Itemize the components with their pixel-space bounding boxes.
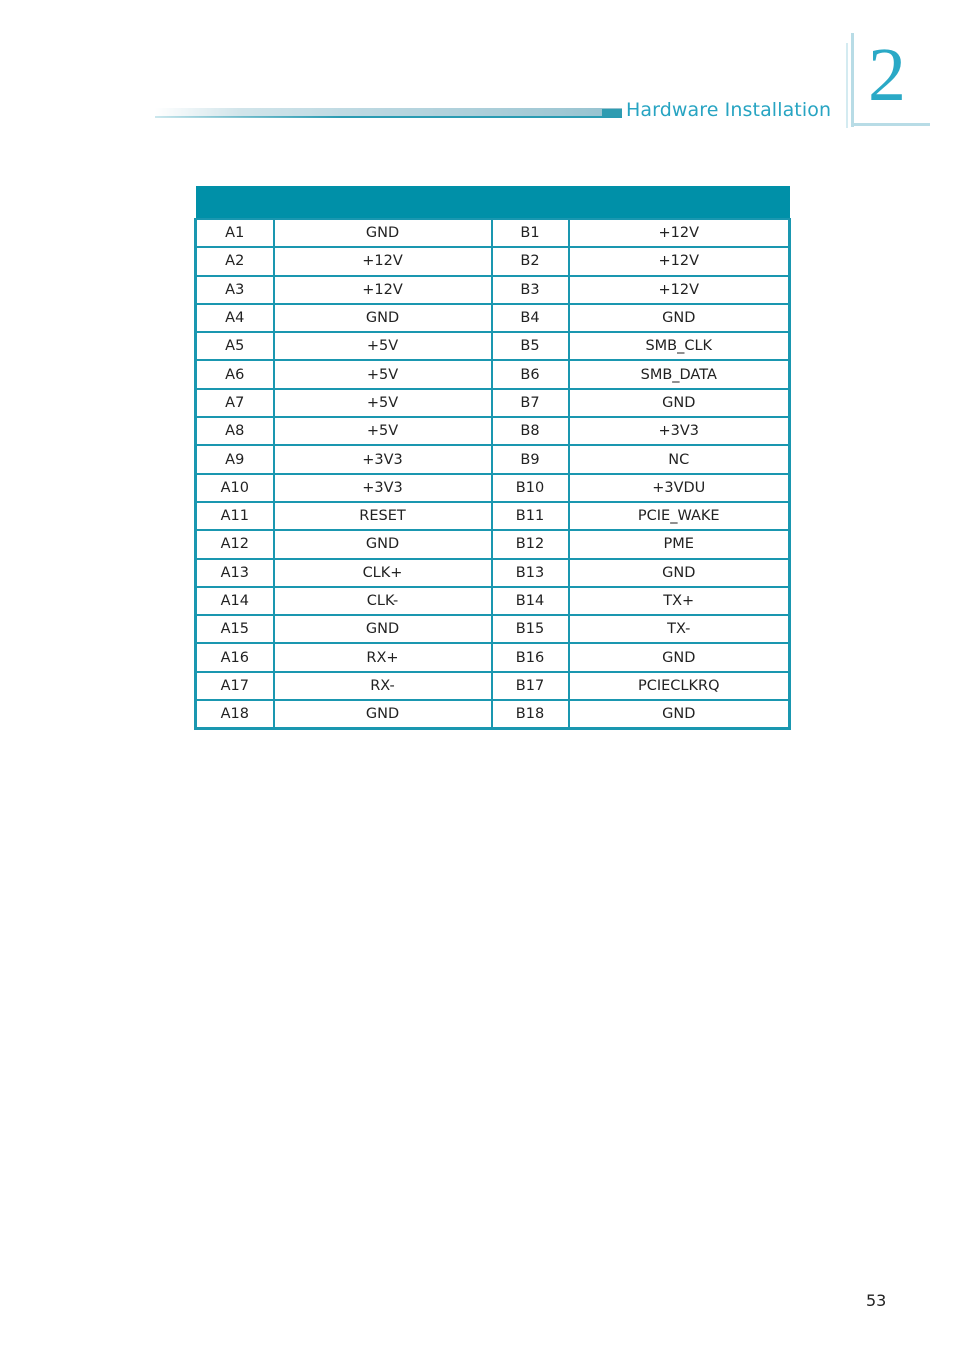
table-row [196,700,790,729]
table-header-cell [196,186,274,219]
signal-b-cell: TX- [569,615,790,643]
table-header-row [196,186,790,219]
page-number: 53 [866,1291,887,1310]
pin-a-cell: A4 [196,304,274,332]
signal-a-cell: +5V [274,417,492,445]
signal-b-cell: GND [569,559,790,587]
table-row [196,672,790,700]
pin-a-cell: A1 [196,219,274,247]
signal-b-cell: +12V [569,219,790,247]
pin-b-cell: B10 [492,474,569,502]
pin-b-cell: B11 [492,502,569,530]
signal-b-cell: +12V [569,276,790,304]
signal-a-cell: GND [274,615,492,643]
signal-b-cell: PME [569,530,790,558]
signal-a-cell: GND [274,700,492,729]
pin-b-cell: B12 [492,530,569,558]
pin-a-cell: A16 [196,643,274,671]
pin-b-cell: B18 [492,700,569,729]
pin-b-cell: B7 [492,389,569,417]
table-row [196,417,790,445]
pin-a-cell: A13 [196,559,274,587]
section-title: Hardware Installation [626,99,832,121]
table-row [196,559,790,587]
pin-a-cell: A3 [196,276,274,304]
signal-b-cell: PCIE_WAKE [569,502,790,530]
pin-b-cell: B13 [492,559,569,587]
pin-b-cell: B1 [492,219,569,247]
pin-b-cell: B8 [492,417,569,445]
signal-b-cell: PCIECLKRQ [569,672,790,700]
pin-b-cell: B3 [492,276,569,304]
signal-a-cell: CLK+ [274,559,492,587]
signal-a-cell: RESET [274,502,492,530]
pin-b-cell: B5 [492,332,569,360]
header-rule-underline [155,116,622,118]
table-row [196,219,790,247]
chapter-number: 2 [868,33,906,117]
pin-b-cell: B17 [492,672,569,700]
pin-a-cell: A2 [196,247,274,275]
pin-a-cell: A10 [196,474,274,502]
table-row [196,502,790,530]
pin-a-cell: A7 [196,389,274,417]
table-row [196,643,790,671]
pin-a-cell: A9 [196,445,274,473]
pin-b-cell: B16 [492,643,569,671]
signal-b-cell: GND [569,643,790,671]
signal-b-cell: +3VDU [569,474,790,502]
signal-a-cell: CLK- [274,587,492,615]
pin-a-cell: A14 [196,587,274,615]
signal-b-cell: GND [569,304,790,332]
pin-a-cell: A15 [196,615,274,643]
table-row [196,474,790,502]
table-row [196,389,790,417]
pin-assignment-table [194,186,791,730]
signal-a-cell: +12V [274,247,492,275]
table-row [196,615,790,643]
pin-a-cell: A12 [196,530,274,558]
header-rule-tip [602,109,622,116]
table-row [196,332,790,360]
chapter-marker-horizontal-line [851,123,930,126]
signal-a-cell: +3V3 [274,474,492,502]
pin-a-cell: A6 [196,360,274,388]
signal-a-cell: +12V [274,276,492,304]
signal-b-cell: SMB_CLK [569,332,790,360]
chapter-marker [846,33,930,128]
table-row [196,247,790,275]
signal-a-cell: +5V [274,360,492,388]
table-header-cell [569,186,790,219]
chapter-marker-vertical-line [851,33,854,127]
pin-a-cell: A11 [196,502,274,530]
header-rule [155,108,622,119]
chapter-marker-outer-line [846,43,848,128]
signal-b-cell: TX+ [569,587,790,615]
signal-a-cell: +5V [274,389,492,417]
table-row [196,360,790,388]
table-row [196,530,790,558]
signal-b-cell: NC [569,445,790,473]
signal-a-cell: GND [274,530,492,558]
table-header-cell [274,186,492,219]
signal-b-cell: +3V3 [569,417,790,445]
pin-b-cell: B2 [492,247,569,275]
pin-a-cell: A17 [196,672,274,700]
pin-b-cell: B9 [492,445,569,473]
table-row [196,276,790,304]
table-body [196,219,790,729]
table-row [196,587,790,615]
signal-a-cell: +3V3 [274,445,492,473]
signal-b-cell: GND [569,700,790,729]
signal-a-cell: GND [274,304,492,332]
table-header-cell [492,186,569,219]
signal-a-cell: +5V [274,332,492,360]
signal-b-cell: GND [569,389,790,417]
signal-a-cell: RX+ [274,643,492,671]
signal-a-cell: RX- [274,672,492,700]
table-row [196,304,790,332]
pin-a-cell: A18 [196,700,274,729]
signal-b-cell: SMB_DATA [569,360,790,388]
pin-a-cell: A8 [196,417,274,445]
pin-b-cell: B6 [492,360,569,388]
pin-b-cell: B14 [492,587,569,615]
pin-b-cell: B15 [492,615,569,643]
pin-a-cell: A5 [196,332,274,360]
signal-a-cell: GND [274,219,492,247]
table-row [196,445,790,473]
signal-b-cell: +12V [569,247,790,275]
pin-b-cell: B4 [492,304,569,332]
